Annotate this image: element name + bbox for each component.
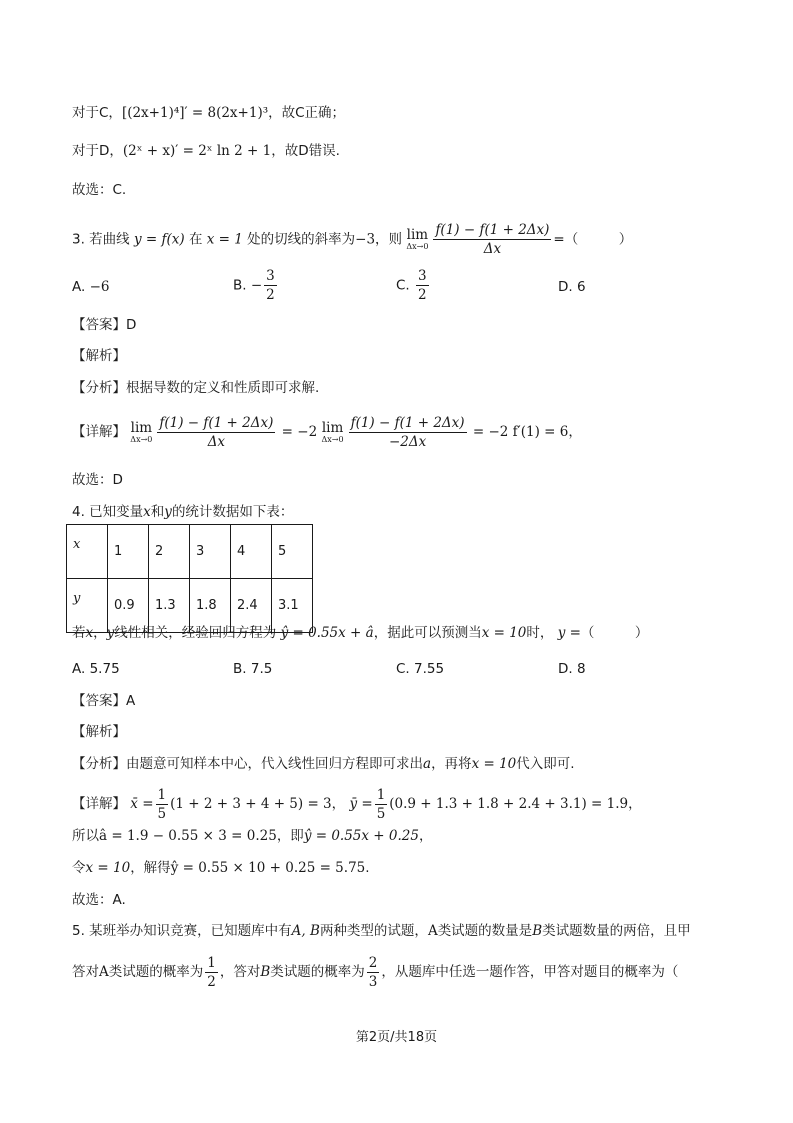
table-header-y: y <box>67 579 108 633</box>
c-suffix: ，故C正确； <box>268 105 346 121</box>
q4-let: 令x = 10，解得ŷ = 0.55 × 10 + 0.25 = 5.75. <box>72 860 370 876</box>
q4-detail: 【详解】 x̄ = $\frac{1}{5}$ (1 + 2 + 3 + 4 + 5) = 3， ȳ = $\frac{1}{5}$ (0.9 + 1.3 + 1.8 + 2.4 + 3.1) = 1.9， <box>72 786 642 822</box>
q4-option-d: D. 8 <box>558 661 586 677</box>
q3-fenxi: 【分析】根据导数的定义和性质即可求解. <box>72 380 320 396</box>
q3-detail-lim1: lim Δx→0 <box>130 419 153 444</box>
table-cell: 4 <box>231 525 272 579</box>
table-cell: 0.9 <box>108 579 149 633</box>
q4-option-a: A. 5.75 <box>72 661 120 677</box>
q5-line2: 答对A类试题的概率为 $\frac{1}{2}$ ，答对B类试题的概率为 $\frac{2}{3}$ ，从题库中任选一题作答，甲答对题目的概率为（ <box>72 954 679 990</box>
q4-fenxi: 【分析】由题意可知样本中心，代入线性回归方程即可求出a，再将x = 10代入即可. <box>72 756 575 772</box>
q3-fraction: $\frac{f(1) - f(1 + 2\Delta x)}{\Delta x}$ <box>435 222 550 257</box>
q3-option-c: C. $\frac{3}{2}$ <box>396 268 427 303</box>
table-cell: 1.3 <box>149 579 190 633</box>
q3-curve: y = f(x) <box>133 231 185 248</box>
q4-data-table <box>66 524 313 633</box>
q3-option-b: B. − $\frac{3}{2}$ <box>233 268 275 303</box>
table-cell: 3 <box>190 525 231 579</box>
line-c <box>72 103 345 123</box>
q3-then: ，则 <box>375 231 403 248</box>
q3-point: x = 1 <box>206 231 243 248</box>
d-math: (2ˣ + x)′ = 2ˣ ln 2 + 1 <box>122 143 272 159</box>
q4-so: 所以â = 1.9 − 0.55 × 3 = 0.25，即ŷ = 0.55x + 0.25， <box>72 828 433 844</box>
table-cell: 2 <box>149 525 190 579</box>
table-cell: 5 <box>272 525 313 579</box>
q3-option-a: A. −6 <box>72 279 110 295</box>
q3-answer: 【答案】D <box>72 317 137 333</box>
d-suffix: ，故D错误. <box>271 143 340 159</box>
q4-option-b: B. 7.5 <box>233 661 273 677</box>
q4-option-c: C. 7.55 <box>396 661 445 677</box>
q3-num: 3. 若曲线 <box>72 231 130 248</box>
q3-at: 在 <box>188 231 203 248</box>
q3-limit: lim Δx→0 <box>406 227 429 251</box>
table-row <box>67 525 313 579</box>
q4-analysis-tag: 【解析】 <box>72 724 126 740</box>
q3-detail-lim2: lim Δx→0 <box>321 419 344 444</box>
table-header-x: x <box>67 525 108 579</box>
page-footer: 第2页/共18页 <box>355 1030 438 1045</box>
d-prefix: 对于D， <box>72 143 123 159</box>
q3-mid: 处的切线的斜率为 <box>247 231 356 248</box>
q3-detail: 【详解】 lim Δx→0 $\frac{f(1) - f(1 + 2\Delta x)}{\Delta x}$ = −2 lim Δx→0 $\frac{f(1) - f(1 + 2\Delta x)}{-2\Delta x}$ = −2 f′(1) = 6， <box>72 414 582 450</box>
table-cell: 1.8 <box>190 579 231 633</box>
q3-eq: =（ ） <box>553 231 633 248</box>
q4-stem: 4. 已知变量x和y的统计数据如下表： <box>72 504 294 520</box>
q3-stem <box>72 221 632 258</box>
table-cell: 1 <box>108 525 149 579</box>
table-cell: 3.1 <box>272 579 313 633</box>
c-math: [(2x+1)⁴]′ = 8(2x+1)³ <box>121 105 269 121</box>
q3-select: 故选：D <box>72 472 123 488</box>
select-prev: 故选：C. <box>72 182 127 198</box>
q3-analysis-tag: 【解析】 <box>72 348 126 364</box>
q4-select: 故选：A. <box>72 892 126 908</box>
q3-option-d: D. 6 <box>558 279 586 295</box>
table-cell: 2.4 <box>231 579 272 633</box>
q3-slope: −3 <box>355 231 376 248</box>
c-prefix: 对于C， <box>72 105 122 121</box>
q4-answer: 【答案】A <box>72 693 136 709</box>
line-d <box>72 141 340 161</box>
q4-condition: 若x，y线性相关，经验回归方程为 ŷ = 0.55x + â，据此可以预测当x = 10时， y =（ ） <box>72 625 649 641</box>
q5-line1: 5. 某班举办知识竞赛，已知题库中有A, B两种类型的试题，A类试题的数量是B类试题数量的两倍，且甲 <box>72 923 691 939</box>
